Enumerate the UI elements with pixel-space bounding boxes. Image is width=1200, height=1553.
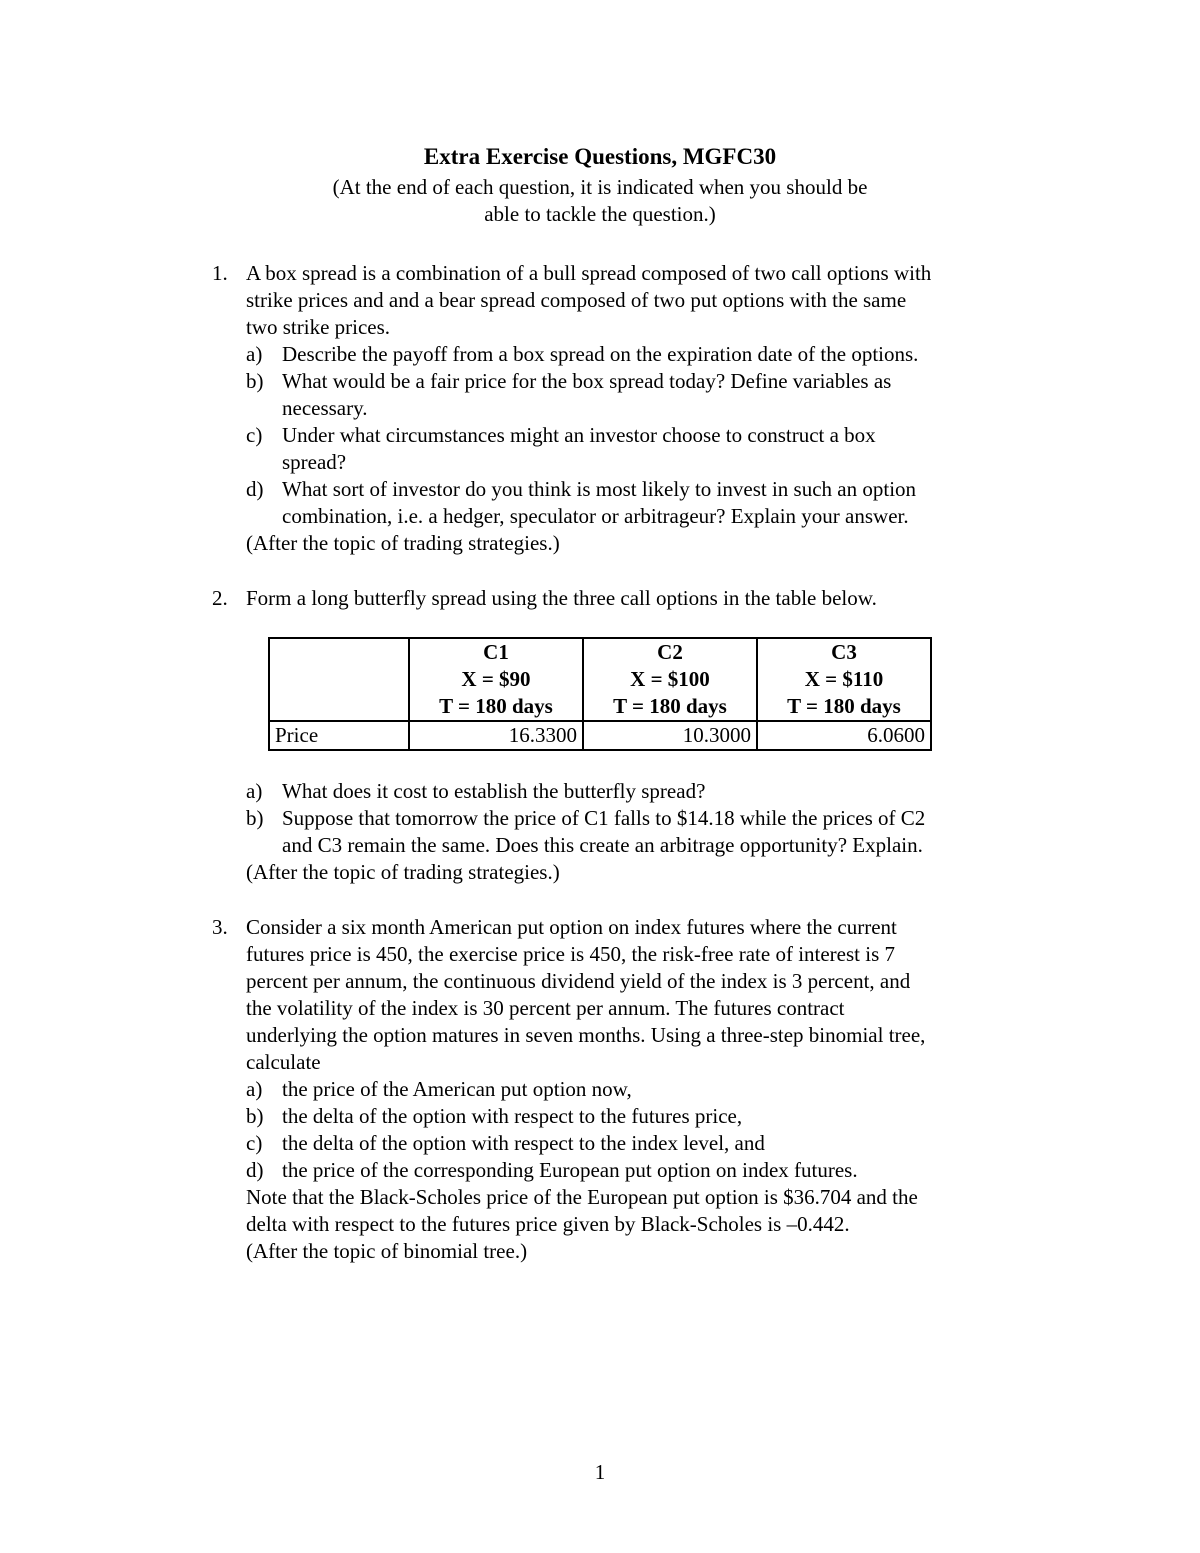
part-label: c)	[246, 423, 263, 447]
question-text: Consider a six month American put option on index futures where the current	[246, 915, 897, 939]
part-text: the price of the American put option now,	[282, 1077, 632, 1101]
column-header-c3	[757, 638, 931, 721]
part-text: combination, i.e. a hedger, speculator or arbitrageur? Explain your answer.	[282, 504, 909, 528]
question-text: underlying the option matures in seven months. Using a three-step binomial tree,	[246, 1023, 926, 1047]
question-number: 2.	[212, 586, 228, 610]
option-strike: X = $110	[804, 667, 884, 691]
page-title: Extra Exercise Questions, MGFC30	[423, 144, 777, 169]
option-name: C1	[483, 640, 509, 664]
part-text: the delta of the option with respect to the futures price,	[282, 1104, 743, 1128]
part-text: Under what circumstances might an investor choose to construct a box	[282, 423, 876, 447]
option-name: C3	[831, 640, 857, 664]
part-text: Suppose that tomorrow the price of C1 falls to $14.18 while the prices of C2	[282, 806, 926, 830]
question-note: Note that the Black-Scholes price of the European put option is $36.704 and the	[246, 1185, 918, 1209]
question-note: (After the topic of binomial tree.)	[246, 1239, 528, 1263]
question-text: the volatility of the index is 30 percent per annum. The futures contract	[246, 996, 845, 1020]
part-label: d)	[246, 1158, 264, 1182]
column-header-c2	[583, 638, 757, 721]
subtitle-line: (At the end of each question, it is indicated when you should be	[332, 175, 868, 199]
question-text: calculate	[246, 1050, 321, 1074]
option-time: T = 180 days	[439, 694, 553, 718]
part-text: and C3 remain the same. Does this create an arbitrage opportunity? Explain.	[282, 833, 923, 857]
question-text: A box spread is a combination of a bull spread composed of two call options with	[246, 261, 932, 285]
part-label: b)	[246, 806, 264, 830]
price-c3: 6.0600	[757, 721, 931, 750]
part-text: Describe the payoff from a box spread on the expiration date of the options.	[282, 342, 919, 366]
part-text: spread?	[282, 450, 347, 474]
option-time: T = 180 days	[613, 694, 727, 718]
part-label: a)	[246, 1077, 263, 1101]
part-text: the delta of the option with respect to the index level, and	[282, 1131, 765, 1155]
table-corner-cell	[269, 638, 409, 721]
part-text: What sort of investor do you think is most likely to invest in such an option	[282, 477, 917, 501]
column-header-c1	[409, 638, 583, 721]
call-options-table	[268, 637, 932, 751]
part-label: c)	[246, 1131, 263, 1155]
part-label: d)	[246, 477, 264, 501]
price-c2: 10.3000	[583, 721, 757, 750]
part-label: b)	[246, 1104, 264, 1128]
question-note: (After the topic of trading strategies.)	[246, 531, 560, 555]
part-text: necessary.	[282, 396, 368, 420]
question-number: 3.	[212, 915, 228, 939]
question-number: 1.	[212, 261, 228, 285]
subtitle-line: able to tackle the question.)	[484, 202, 716, 226]
part-text: What does it cost to establish the butterfly spread?	[282, 779, 706, 803]
option-strike: X = $90	[461, 667, 531, 691]
question-text: futures price is 450, the exercise price is 450, the risk-free rate of interest is 7	[246, 942, 896, 966]
part-label: a)	[246, 342, 263, 366]
page-number: 1	[594, 1460, 606, 1484]
part-text: What would be a fair price for the box spread today? Define variables as	[282, 369, 892, 393]
option-strike: X = $100	[630, 667, 710, 691]
table-row	[269, 721, 931, 750]
price-c1: 16.3300	[409, 721, 583, 750]
part-text: the price of the corresponding European put option on index futures.	[282, 1158, 858, 1182]
part-label: b)	[246, 369, 264, 393]
option-time: T = 180 days	[787, 694, 901, 718]
part-label: a)	[246, 779, 263, 803]
question-text: Form a long butterfly spread using the three call options in the table below.	[246, 586, 877, 610]
question-text: percent per annum, the continuous dividend yield of the index is 3 percent, and	[246, 969, 911, 993]
question-text: strike prices and and a bear spread composed of two put options with the same	[246, 288, 907, 312]
question-note: (After the topic of trading strategies.)	[246, 860, 560, 884]
table-header-row	[269, 638, 931, 721]
row-label: Price	[269, 721, 409, 750]
question-text: two strike prices.	[246, 315, 391, 339]
question-note: delta with respect to the futures price given by Black-Scholes is –0.442.	[246, 1212, 850, 1236]
option-name: C2	[657, 640, 683, 664]
